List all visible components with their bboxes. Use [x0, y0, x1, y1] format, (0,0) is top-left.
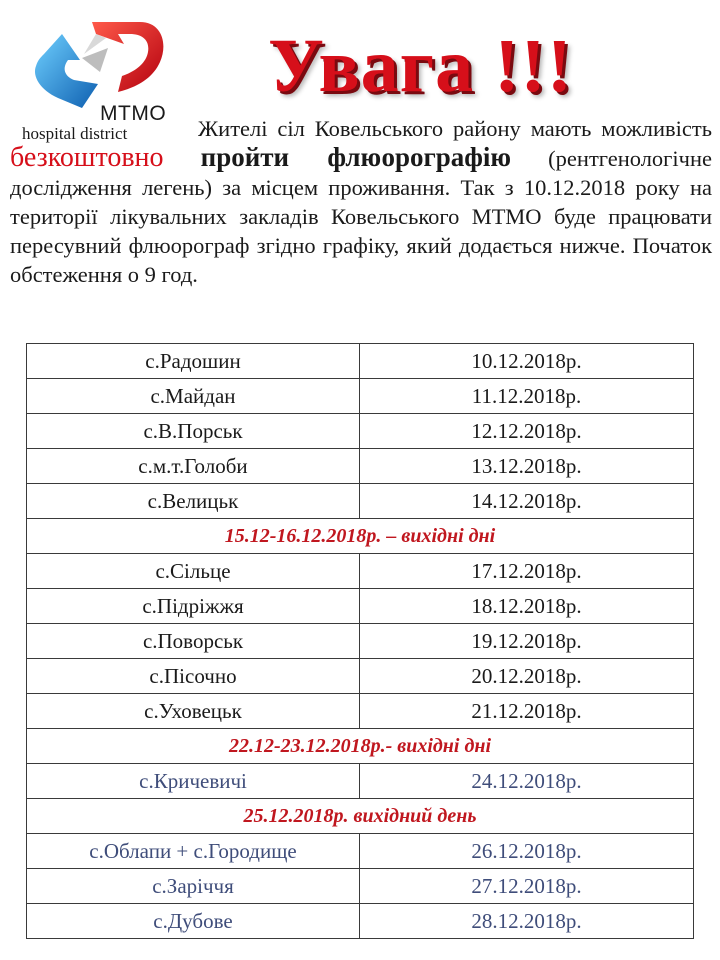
date-cell: 20.12.2018р. — [360, 659, 694, 694]
place-cell: с.Велицьк — [27, 484, 360, 519]
intro-paragraph — [10, 114, 712, 289]
holiday-row — [27, 799, 694, 834]
intro-text-1: Жителі сіл Ковельського району мають можливість — [198, 116, 712, 141]
date-cell: 12.12.2018р. — [360, 414, 694, 449]
place-cell: с.Заріччя — [27, 869, 360, 904]
table-row — [27, 694, 694, 729]
table-row — [27, 869, 694, 904]
date-cell: 24.12.2018р. — [360, 764, 694, 799]
table-row — [27, 414, 694, 449]
table-row — [27, 449, 694, 484]
date-cell: 18.12.2018р. — [360, 589, 694, 624]
date-cell: 13.12.2018р. — [360, 449, 694, 484]
place-cell: с.Поворськ — [27, 624, 360, 659]
table-row — [27, 344, 694, 379]
place-cell: с.м.т.Голоби — [27, 449, 360, 484]
table-row — [27, 659, 694, 694]
place-cell: с.В.Порськ — [27, 414, 360, 449]
headline-warning: Увага !!! — [268, 24, 574, 108]
table-row — [27, 484, 694, 519]
place-cell: с.Підріжжя — [27, 589, 360, 624]
place-cell: с.Пісочно — [27, 659, 360, 694]
date-cell: 26.12.2018р. — [360, 834, 694, 869]
date-cell: 19.12.2018р. — [360, 624, 694, 659]
logo-title: МТМО — [100, 102, 167, 125]
date-cell: 10.12.2018р. — [360, 344, 694, 379]
place-cell: с.Сільце — [27, 554, 360, 589]
date-cell: 21.12.2018р. — [360, 694, 694, 729]
table-row — [27, 554, 694, 589]
date-cell: 28.12.2018р. — [360, 904, 694, 939]
place-cell: с.Уховецьк — [27, 694, 360, 729]
place-cell: с.Майдан — [27, 379, 360, 414]
place-cell: с.Кричевичі — [27, 764, 360, 799]
intro-text-3: (рентгенологічне дослідження легень) за місцем проживання. Так з 10.12.2018 року на території лікувальних закладів Ковельського МТМО буде працювати пересувний флюорограф згідно графіку, який додається нижче. Початок обстеження о 9 год. — [10, 146, 712, 287]
date-cell: 14.12.2018р. — [360, 484, 694, 519]
place-cell: с.Облапи + с.Городище — [27, 834, 360, 869]
table-row — [27, 589, 694, 624]
table-row — [27, 379, 694, 414]
logo-subtitle: hospital district — [22, 124, 128, 143]
intro-action: пройти флюорографію — [200, 142, 512, 172]
date-cell: 27.12.2018р. — [360, 869, 694, 904]
holiday-cell: 22.12-23.12.2018р.- вихідні дні — [27, 729, 694, 764]
intro-free-word: безкоштовно — [10, 142, 164, 173]
date-cell: 17.12.2018р. — [360, 554, 694, 589]
table-row — [27, 624, 694, 659]
date-cell: 11.12.2018р. — [360, 379, 694, 414]
table-row — [27, 834, 694, 869]
holiday-row — [27, 519, 694, 554]
holiday-cell: 25.12.2018р. вихідний день — [27, 799, 694, 834]
intro-text-2 — [164, 146, 201, 171]
place-cell: с.Дубове — [27, 904, 360, 939]
holiday-cell: 15.12-16.12.2018р. – вихідні дні — [27, 519, 694, 554]
schedule-table — [26, 343, 694, 939]
logo-arrows-icon — [22, 14, 172, 114]
table-row — [27, 904, 694, 939]
table-row — [27, 764, 694, 799]
place-cell: с.Радошин — [27, 344, 360, 379]
holiday-row — [27, 729, 694, 764]
